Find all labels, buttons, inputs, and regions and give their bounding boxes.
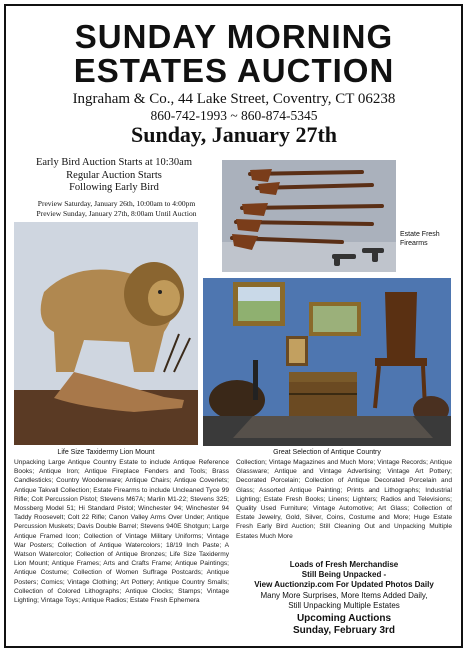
early-bird-info — [14, 157, 214, 195]
auction-date: Sunday, January 27th — [130, 122, 338, 147]
auctioneer-address: Ingraham & Co., 44 Lake Street, Coventry, CT 06238 — [72, 91, 396, 107]
preview-info — [14, 199, 219, 219]
headline-line-1: SUNDAY MORNING — [74, 18, 394, 55]
early-bird-line-2: Regular Auction Starts — [66, 169, 162, 181]
promo-line-4: Many More Surprises, More Items Added Daily, — [260, 591, 428, 600]
firearms-label: Estate Fresh Firearms — [400, 231, 440, 247]
antique-country-caption: Great Selection of Antique Country — [273, 449, 381, 456]
early-bird-line-3: Following Early Bird — [69, 182, 159, 193]
phone-numbers: 860-742-1993 ~ 860-874-5345 — [150, 108, 318, 123]
firearms-photo — [222, 160, 396, 272]
item-description-right: Collection; Vintage Magazines and Much More; Vintage Records; Antique Glassware; Antique and Vintage Advertising; Vintage Art Pottery; Decorated Porcelain; Collection of Antique Decorated Porcelain and Glass; Assorted Antique Painting; Prints and Lithographs; Industrial Lighting; Estate Fresh Books; Linens; Lighters; Radios and Televisions; Quality Used Furniture; Vintage Automotive; Art Glass; Collection of Estate Jewelry, Gold, Silver, Coins, Costume and More; Huge Estate Fresh Early Bird Auction; Still Cleaning Out and Unpacking Multiple Estates Much More — [236, 459, 452, 540]
promo-website-line: View Auctionzip.com For Updated Photos Daily — [254, 580, 434, 589]
lion-caption: Life Size Taxidermy Lion Mount — [57, 449, 155, 456]
headline-line-2: ESTATES AUCTION — [73, 52, 395, 89]
promo-line-1: Loads of Fresh Merchandise — [289, 560, 399, 569]
promo-line-5: Still Unpacking Multiple Estates — [288, 601, 400, 610]
upcoming-auction-date: Sunday, February 3rd — [292, 625, 396, 636]
preview-line-1: Preview Saturday, January 26th, 10:00am to 4:00pm — [37, 199, 196, 208]
lion-mount-photo — [14, 222, 198, 445]
early-bird-line-1: Early Bird Auction Starts at 10:30am — [35, 157, 193, 168]
promo-line-2: Still Being Unpacked - — [301, 570, 387, 579]
upcoming-auctions-heading: Upcoming Auctions — [296, 613, 392, 624]
antique-country-photo — [203, 278, 451, 446]
preview-line-2: Preview Sunday, January 27th, 8:00am Until Auction — [36, 209, 197, 218]
item-description-left: Unpacking Large Antique Country Estate to include Antique Reference Books; Antique Iron; Antique Fireplace Fenders and Tools; Brass Candlesticks; Country Woodenware; Antique Chairs; Antique Coverlets; Antique Takvall Collection; Estate Firearms to include Uncleaned Tyce 99 Rifle; Colt Percussion Pistol; Stevens M67A; Marlin M1-22; Stevens 325; Mossberg Model 51; Hi Standard Pistol; Winchester 94; Winchester 94 Taddy Roosevelt; Colt 22 Rifle; Canon Valley Arms Over Under; Antique Percussion Muskets; Davis Double Barrel; Stevens 940E Shotgun; Large Antique Framed Icon; Collection of Vintage Military Uniforms; Vintage War Posters; Collection of Antique Watercolors; 18/19 Inch Paste; A Watson Watercolor; Collection of Antique Bronzes; Life Size Taxidermy Lion Mount; Antique Frames; Arts and Crafts Frame; Antique Paintings; Antique Costume; Collection of Women Suffrage Postcards; Antique Posters; Comics; Vintage Clothing; Art Pottery; Antique Country Smalls; Collection of Colored Lithographs; Antique Clocks; Stamps; Vintage Lighting; Vintage Toys; Antique Radios; Estate Fresh Ephemera — [14, 459, 229, 605]
